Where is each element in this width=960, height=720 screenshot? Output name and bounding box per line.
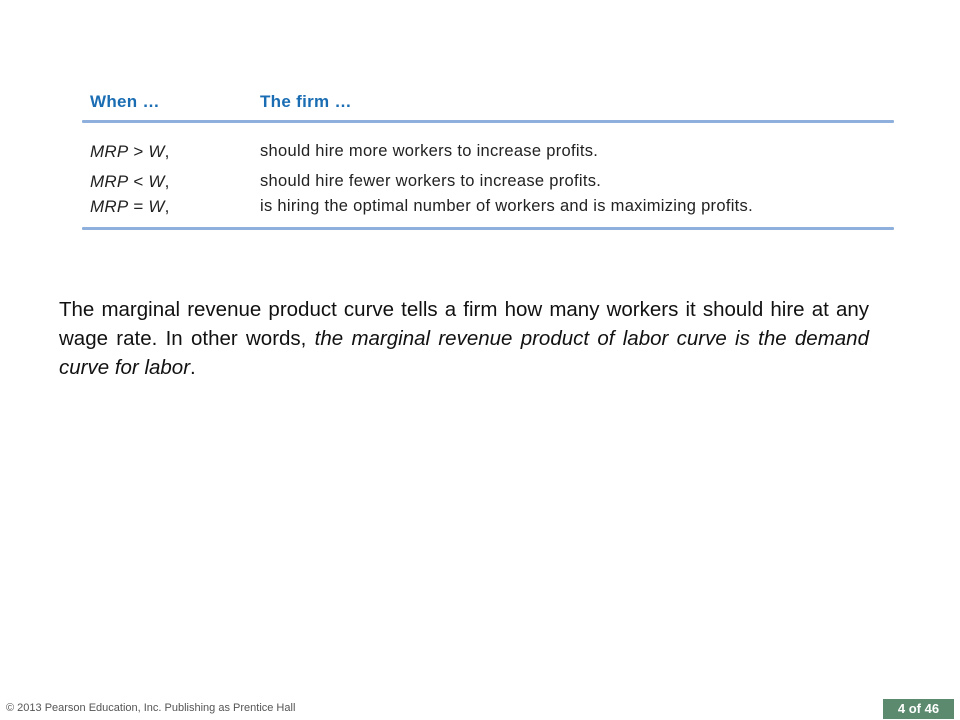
action-cell: should hire more workers to increase profits. <box>260 142 599 160</box>
condition-comma: , <box>164 197 170 216</box>
header-when: When … <box>90 92 160 111</box>
page-current: 4 <box>897 701 906 716</box>
table-row <box>82 195 894 231</box>
condition-variable: MRP <box>90 172 129 191</box>
paragraph-plain-text: The marginal revenue product curve tells a firm how many workers it should hire at any wage rate. In other words, <box>59 298 869 350</box>
page-number-badge <box>883 699 954 719</box>
paragraph-period: . <box>190 356 196 379</box>
table-row <box>82 159 894 195</box>
header-the-firm: The firm … <box>260 92 352 111</box>
condition-comma: , <box>164 142 170 161</box>
condition-wage: W <box>148 172 165 191</box>
condition-operator: > <box>128 142 149 161</box>
condition-operator: < <box>128 172 149 191</box>
decision-rule-table <box>82 84 894 230</box>
condition-cell <box>90 172 170 192</box>
condition-wage: W <box>148 142 165 161</box>
condition-cell <box>90 197 170 217</box>
table-row <box>82 123 894 159</box>
paragraph-emphasis: the marginal revenue product of labor curve is the demand curve for labor <box>59 327 869 379</box>
condition-wage: W <box>148 197 165 216</box>
explanation-paragraph <box>59 295 869 382</box>
condition-operator: = <box>128 197 149 216</box>
action-cell: should hire fewer workers to increase profits. <box>260 172 602 190</box>
condition-comma: , <box>164 172 170 191</box>
condition-variable: MRP <box>90 142 129 161</box>
page-total: 46 <box>924 701 940 716</box>
table-header <box>82 84 894 120</box>
action-cell: is hiring the optimal number of workers and is maximizing profits. <box>260 197 753 215</box>
page-of: of <box>908 701 922 716</box>
condition-variable: MRP <box>90 197 129 216</box>
copyright-notice: © 2013 Pearson Education, Inc. Publishing as Prentice Hall <box>6 702 296 714</box>
